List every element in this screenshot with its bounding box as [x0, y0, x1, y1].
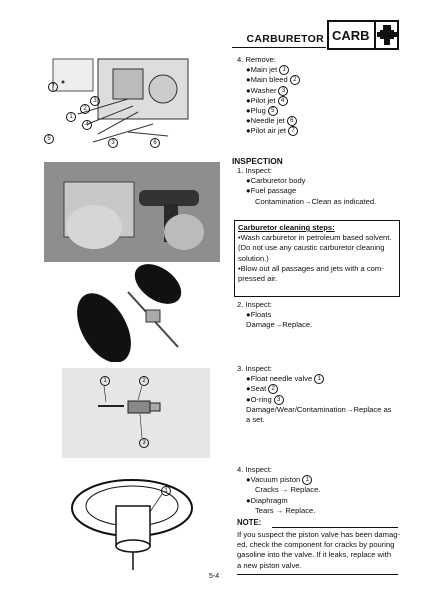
badge-label: CARB	[329, 22, 376, 48]
remove-item: ●Needle jet 6	[237, 116, 300, 126]
remove-item: ●Plug 5	[237, 106, 300, 116]
remove-item: ●Pilot jet 4	[237, 96, 300, 106]
step4-result: Cracks → Replace.	[255, 485, 321, 495]
callout-needle-3: 3	[139, 438, 149, 448]
carburetor-icon	[376, 24, 397, 46]
callout-6: 6	[150, 138, 160, 148]
section-badge	[327, 20, 399, 50]
inspect-step-1	[237, 166, 376, 207]
cleaning-line: •Blow out all passages and jets with a com-	[238, 263, 384, 273]
remove-list	[237, 55, 300, 137]
step3-item: ●Seat 2	[237, 384, 391, 394]
inspect-step-2	[237, 300, 312, 331]
remove-title: 4. Remove:	[237, 55, 276, 64]
step4-item: ●Vacuum piston 1	[237, 475, 320, 485]
note-label: NOTE:	[237, 518, 262, 527]
callout-needle-2: 2	[139, 376, 149, 386]
figure-air-gun-cleaning	[44, 162, 220, 262]
step4-title: 4. Inspect:	[237, 465, 273, 474]
inspect-step-4	[237, 465, 320, 516]
inspect-step-3	[237, 364, 391, 425]
step2-title: 2. Inspect:	[237, 300, 273, 309]
step2-item: ●Floats	[246, 310, 272, 320]
callout-1: 1	[66, 112, 76, 122]
callout-3a: 3	[90, 96, 100, 106]
note-line: gasoline into the valve. If it leaks, replace with	[237, 550, 392, 560]
page-number: 5-4	[209, 573, 220, 580]
figure-floats	[38, 262, 214, 362]
step3-result: Damage/Wear/Contamination→Replace as	[246, 404, 392, 414]
step1-item: ●Carburetor body	[246, 176, 306, 186]
step1-result: Contamination→Clean as indicated.	[255, 196, 377, 206]
step4-item: ●Diaphragm	[246, 495, 288, 505]
section-title: CARBURETOR	[246, 33, 324, 45]
remove-item: ●Main bleed 2	[237, 75, 300, 85]
remove-item: ●Washer 3	[237, 86, 300, 96]
figure-vacuum-piston	[62, 460, 214, 578]
step4-result: Tears → Replace.	[255, 505, 316, 515]
callout-7: 7	[48, 82, 58, 92]
figure-float-needle-valve	[62, 368, 210, 458]
note-line: If you suspect the piston valve has been damag-	[237, 530, 400, 539]
note-line: ed, check the component for cracks by pouring	[237, 540, 395, 550]
cleaning-box-title: Carburetor cleaning steps:	[238, 223, 335, 232]
note-rule	[272, 527, 398, 528]
callout-5: 5	[44, 134, 54, 144]
step3-title: 3. Inspect:	[237, 364, 273, 373]
step3-item: ●Float needle valve 1	[237, 374, 391, 384]
note-body	[237, 530, 400, 571]
step2-result: Damage→Replace.	[246, 320, 313, 330]
remove-item: ●Main jet 1	[237, 65, 300, 75]
callout-4: 4	[82, 120, 92, 130]
step1-item: ●Fuel passage	[246, 186, 297, 196]
cleaning-line: solution.)	[238, 253, 269, 263]
cleaning-steps-box	[234, 220, 400, 297]
note-bottom-rule	[237, 574, 398, 575]
callout-piston-1: 1	[161, 486, 171, 496]
cleaning-line: (Do not use any caustic carburetor cleaning	[238, 243, 385, 253]
step3-item: ●O-ring 3	[237, 395, 391, 405]
inspection-heading: INSPECTION	[232, 156, 283, 166]
note-line: a new piston valve.	[237, 560, 302, 570]
header-rule	[232, 47, 326, 48]
callout-needle-1: 1	[100, 376, 110, 386]
step1-title: 1. Inspect:	[237, 166, 273, 175]
callout-2: 2	[80, 104, 90, 114]
callout-3b: 3	[108, 138, 118, 148]
step3-result: a set.	[246, 415, 265, 425]
cleaning-line: •Wash carburetor in petroleum based solvent.	[238, 233, 392, 243]
remove-item: ●Pilot air jet 7	[237, 126, 300, 136]
figure-carburetor-jets	[38, 54, 224, 164]
cleaning-line: pressed air.	[238, 274, 278, 284]
